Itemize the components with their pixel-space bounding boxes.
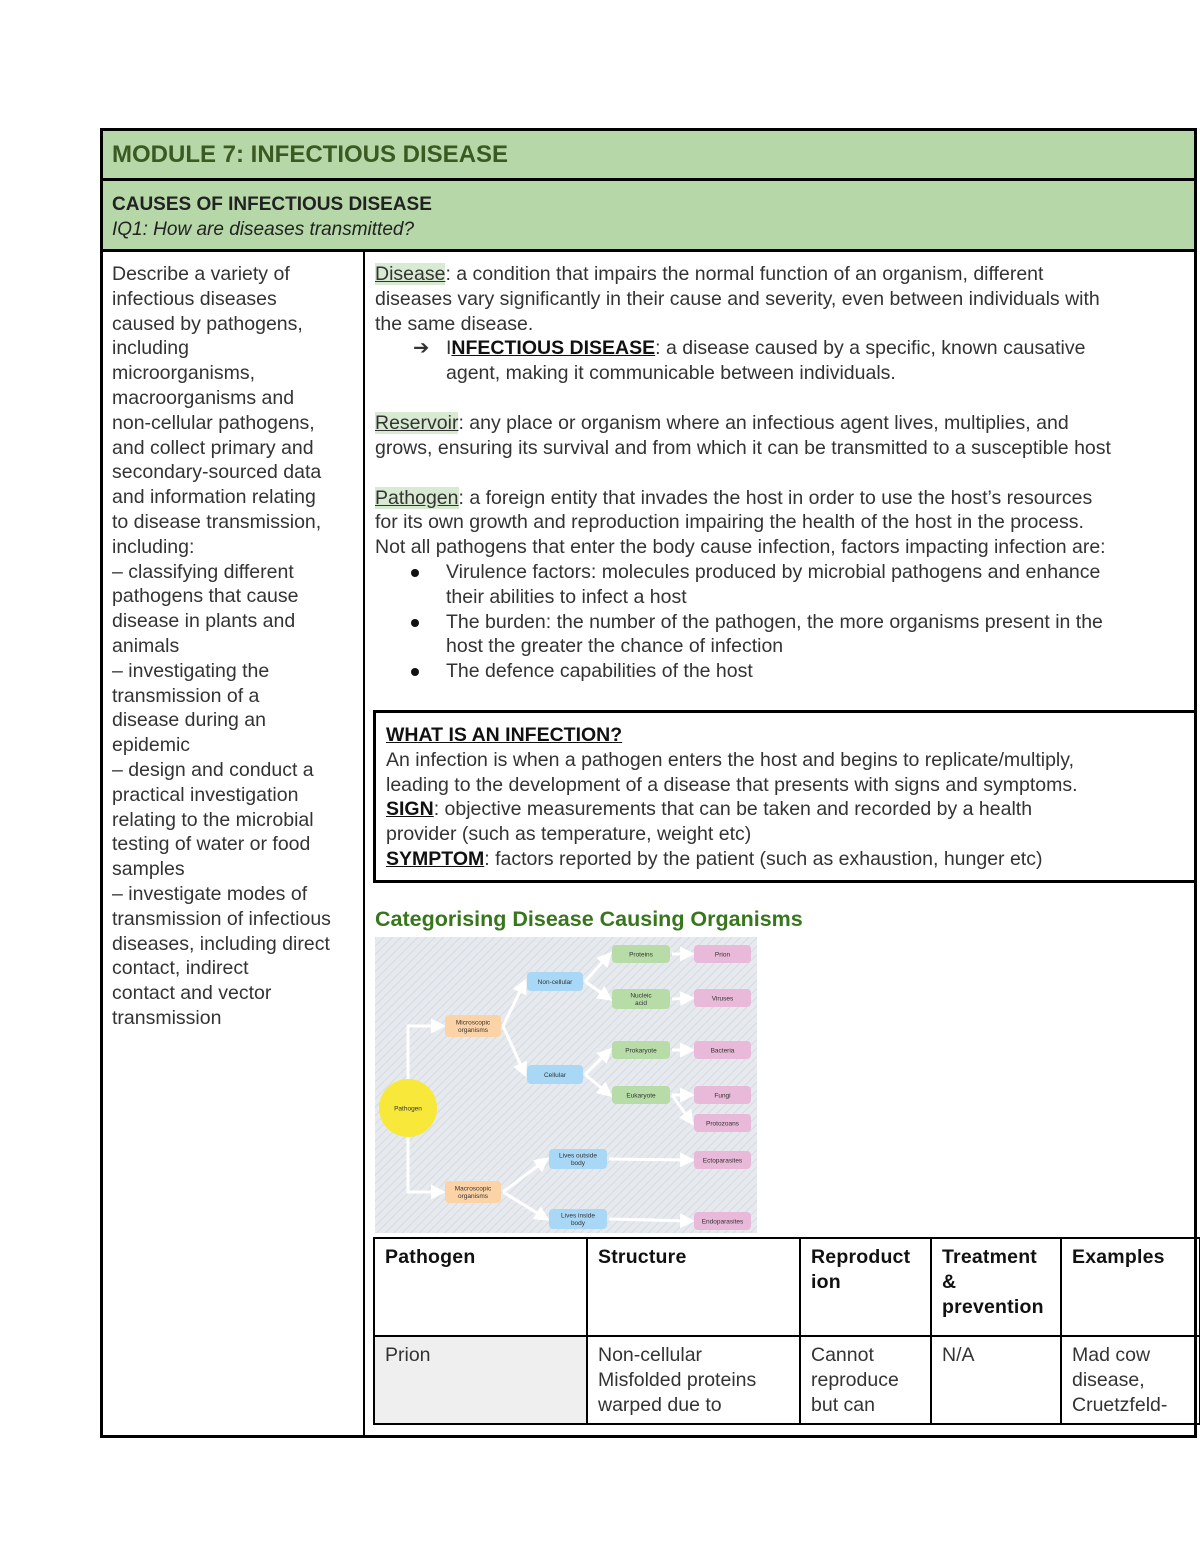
diagram-node-cellular <box>527 1065 583 1084</box>
diagram-node-label: Prokaryote <box>625 1047 657 1055</box>
syllabus-line: samples <box>112 858 185 881</box>
table-cell <box>374 1336 587 1424</box>
arrow-icon: ➔ <box>413 337 430 360</box>
column-header <box>374 1238 587 1336</box>
table-cell <box>587 1336 800 1424</box>
section-header <box>103 181 1194 252</box>
diagram-node-label: Nucleic acid <box>630 992 652 1008</box>
diagram-node-label: Bacteria <box>710 1047 735 1055</box>
infection-factors-list <box>375 560 1195 684</box>
infection-box-line: An infection is when a pathogen enters the host and begins to replicate/multiply, <box>386 748 1074 771</box>
column-header <box>931 1238 1061 1336</box>
pathogen-table <box>373 1237 1200 1425</box>
table-cell-line: Cannot <box>811 1344 874 1366</box>
column-header <box>800 1238 931 1336</box>
syllabus-line: transmission <box>112 1006 222 1029</box>
table-cell-line: Misfolded proteins <box>598 1368 757 1391</box>
syllabus-line: transmission of infectious <box>112 907 331 930</box>
list-item <box>375 659 1195 684</box>
diagram-node-label: Viruses <box>711 995 734 1003</box>
table-cell-line: N/A <box>942 1344 975 1366</box>
syllabus-line: non-cellular pathogens, <box>112 411 315 434</box>
list-item <box>375 610 1195 660</box>
table-cell-line: Prion <box>385 1344 431 1366</box>
syllabus-line: animals <box>112 634 180 657</box>
syllabus-line: – design and conduct a <box>112 758 314 781</box>
module-header <box>103 131 1194 181</box>
syllabus-line: transmission of a <box>112 684 260 707</box>
infectious-disease-term: NFECTIOUS DISEASE <box>451 337 656 360</box>
table-cell-line: but can <box>811 1393 875 1416</box>
pathogen-definition: Pathogen: a foreign entity that invades the host in order to use the host’s resources <box>375 486 1093 509</box>
syllabus-line: disease during an <box>112 709 266 732</box>
pathogen-definition-line: Not all pathogens that enter the body cause infection, factors impacting infection are: <box>375 536 1106 559</box>
disease-definition-line: diseases vary significantly in their cause and severity, even between individuals with <box>375 287 1100 310</box>
diagram-node-lives-inside <box>549 1209 607 1229</box>
reservoir-definition: Reservoir: any place or organism where an infectious agent lives, multiplies, and <box>375 411 1069 434</box>
syllabus-line: macroorganisms and <box>112 386 295 409</box>
infection-box <box>373 710 1197 883</box>
column-header <box>1061 1238 1200 1336</box>
reservoir-term: Reservoir <box>375 411 459 434</box>
syllabus-line: testing of water or food <box>112 833 311 856</box>
diagram-node-label: Pathogen <box>394 1105 422 1113</box>
syllabus-line: contact, indirect <box>112 957 249 980</box>
infectious-disease-point: ➔ INFECTIOUS DISEASE: a disease caused by a specific, known causative <box>413 337 1086 360</box>
diagram-node-label: Proteins <box>629 951 653 959</box>
diagram-node-ectoparasites <box>694 1151 751 1169</box>
syllabus-line: microorganisms, <box>112 362 256 385</box>
diagram-node-viruses <box>694 989 751 1007</box>
list-item <box>375 560 1195 610</box>
sign-definition: SIGN: objective measurements that can be taken and recorded by a health <box>386 798 1033 821</box>
notes-column <box>375 262 1195 684</box>
bullet-text: host the greater the chance of infection <box>446 635 784 658</box>
diagram-node-label: Endoparasites <box>701 1218 744 1226</box>
syllabus-line: including: <box>112 535 195 558</box>
categorising-heading: Categorising Disease Causing Organisms <box>375 907 803 931</box>
table-cell <box>800 1336 931 1424</box>
table-cell-line: Non-cellular <box>598 1344 703 1366</box>
table-cell-line: warped due to <box>598 1393 722 1416</box>
diagram-node-prion <box>694 945 751 963</box>
syllabus-line: contact and vector <box>112 982 272 1005</box>
section-title: CAUSES OF INFECTIOUS DISEASE <box>112 194 432 215</box>
diagram-node-macro <box>445 1181 501 1203</box>
module-document <box>100 128 1197 1438</box>
table-cell <box>931 1336 1061 1424</box>
syllabus-line: secondary-sourced data <box>112 461 322 484</box>
pathogen-definition-line: for its own growth and reproduction impairing the health of the host in the process. <box>375 511 1084 534</box>
column-header-line: Structure <box>598 1246 687 1268</box>
pathogen-classification-diagram <box>375 937 757 1233</box>
syllabus-line: and information relating <box>112 486 316 509</box>
diagram-node-label: Lives inside body <box>561 1212 595 1228</box>
table-row <box>374 1336 1200 1424</box>
diagram-node-protozoans <box>694 1114 751 1132</box>
syllabus-line: and collect primary and <box>112 436 314 459</box>
diagram-node-prokaryote <box>612 1041 670 1059</box>
column-header-line: ion <box>811 1270 841 1293</box>
syllabus-line: caused by pathogens, <box>112 312 303 335</box>
sign-definition-line: provider (such as temperature, weight etc) <box>386 823 752 846</box>
syllabus-line: Describe a variety of <box>112 263 290 285</box>
syllabus-line: – investigating the <box>112 659 270 682</box>
sign-term: SIGN <box>386 798 434 821</box>
table-cell-line: Cruetzfeld- <box>1072 1393 1168 1416</box>
disease-definition-line: the same disease. <box>375 312 534 335</box>
column-header-line: Reproduct <box>811 1246 911 1268</box>
diagram-node-micro <box>445 1015 501 1037</box>
diagram-node-label: Cellular <box>543 1071 567 1079</box>
diagram-node-noncellular <box>527 972 583 991</box>
syllabus-line: disease in plants and <box>112 610 296 633</box>
infection-box-line: leading to the development of a disease that presents with signs and symptoms. <box>386 773 1078 796</box>
syllabus-line: practical investigation <box>112 783 299 806</box>
bullet-text: their abilities to infect a host <box>446 585 687 608</box>
column-header-line: Pathogen <box>385 1246 476 1268</box>
syllabus-line: including <box>112 337 189 360</box>
bullet-icon <box>411 569 419 577</box>
bullet-text: The defence capabilities of the host <box>446 660 753 683</box>
diagram-connector <box>609 1219 692 1221</box>
diagram-node-label: Prion <box>714 951 731 959</box>
diagram-node-label: Ectoparasites <box>702 1157 743 1165</box>
syllabus-line: infectious diseases <box>112 287 277 310</box>
inquiry-question: IQ1: How are diseases transmitted? <box>112 219 415 240</box>
column-header-line: Examples <box>1072 1246 1165 1268</box>
column-header <box>587 1238 800 1336</box>
diagram-node-label: Lives outside body <box>559 1152 597 1168</box>
bullet-text: Virulence factors: molecules produced by microbial pathogens and enhance <box>446 560 1101 583</box>
table-cell-line: disease, <box>1072 1368 1145 1391</box>
symptom-definition: SYMPTOM: factors reported by the patient (such as exhaustion, hunger etc) <box>386 847 1043 870</box>
bullet-icon <box>411 619 419 627</box>
column-header-line: prevention <box>942 1295 1044 1318</box>
diagram-node-fungi <box>694 1086 751 1104</box>
syllabus-line: pathogens that cause <box>112 585 299 608</box>
column-divider <box>363 252 365 1435</box>
table-cell <box>1061 1336 1200 1424</box>
bullet-icon <box>411 668 419 676</box>
diagram-connector <box>609 1159 692 1160</box>
disease-definition: Disease: a condition that impairs the normal function of an organism, different <box>375 263 1044 285</box>
syllabus-line: – classifying different <box>112 560 294 583</box>
diagram-node-root <box>379 1079 437 1137</box>
pathogen-table-header <box>374 1238 1200 1336</box>
diagram-node-nucleic <box>612 989 670 1009</box>
infectious-disease-line: agent, making it communicable between individuals. <box>446 362 896 385</box>
diagram-connector <box>672 998 692 999</box>
symptom-term: SYMPTOM <box>386 847 485 870</box>
diagram-node-label: Eukaryote <box>626 1092 656 1100</box>
diagram-node-proteins <box>612 945 670 963</box>
reservoir-definition-line: grows, ensuring its survival and from which it can be transmitted to a susceptible host <box>375 436 1111 459</box>
diagram-node-lives-outside <box>549 1149 607 1169</box>
diagram-node-label: Protozoans <box>706 1120 739 1128</box>
module-title: MODULE 7: INFECTIOUS DISEASE <box>112 141 509 168</box>
syllabus-line: – investigate modes of <box>112 882 308 905</box>
diagram-node-label: Macroscopic organisms <box>454 1185 492 1201</box>
column-header-line: & <box>942 1270 957 1293</box>
syllabus-column <box>112 262 358 1031</box>
pathogen-term: Pathogen <box>375 486 459 509</box>
table-cell-line: reproduce <box>811 1368 899 1391</box>
syllabus-line: to disease transmission, <box>112 510 322 533</box>
diagram-node-label: Fungi <box>714 1092 731 1100</box>
infection-box-heading: WHAT IS AN INFECTION? <box>386 724 623 746</box>
table-cell-line: Mad cow <box>1072 1344 1151 1366</box>
diagram-node-eukaryote <box>612 1086 670 1104</box>
disease-term: Disease <box>375 263 446 285</box>
bullet-text: The burden: the number of the pathogen, the more organisms present in the <box>446 610 1103 633</box>
syllabus-line: epidemic <box>112 734 191 757</box>
diagram-node-label: Non-cellular <box>537 978 573 986</box>
diagram-node-label: Microscopic organisms <box>455 1019 491 1035</box>
column-header-line: Treatment <box>942 1246 1037 1268</box>
diagram-node-bacteria <box>694 1041 751 1059</box>
syllabus-line: diseases, including direct <box>112 932 330 955</box>
syllabus-line: relating to the microbial <box>112 808 314 831</box>
diagram-node-endoparasites <box>694 1212 751 1230</box>
